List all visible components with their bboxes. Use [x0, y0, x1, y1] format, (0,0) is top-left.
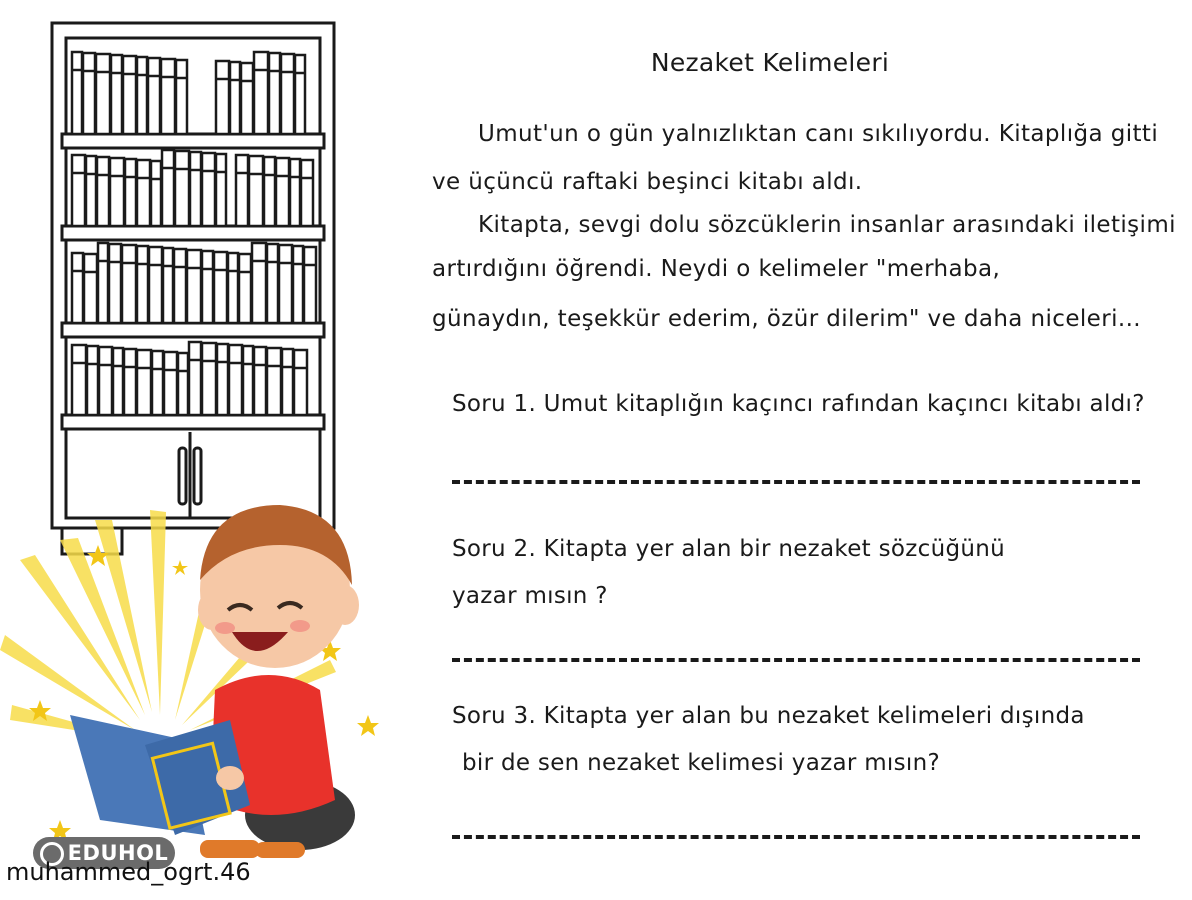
book-spine [137, 350, 151, 415]
book-spine [228, 253, 238, 323]
author-signature: muhammed_ogrt.46 [6, 858, 251, 886]
book-spine [202, 343, 216, 415]
book-spine [175, 151, 189, 226]
book-spine [122, 245, 136, 323]
question-3: Soru 3. Kitapta yer alan bu nezaket kelimeleri dışında [452, 703, 1085, 729]
paragraph-line: ve üçüncü raftaki beşinci kitabı aldı. [432, 169, 863, 195]
book-spine [241, 63, 253, 134]
book-spine [125, 159, 136, 226]
page-title: Nezaket Kelimeleri [650, 48, 890, 77]
book-spine [149, 247, 162, 323]
book-spine [243, 346, 253, 415]
book-spine [281, 54, 294, 134]
book-spine [301, 160, 313, 226]
book-spine [229, 345, 242, 415]
answer-line-2[interactable] [452, 658, 1140, 662]
book-spine [137, 160, 150, 226]
book-spine [187, 250, 201, 323]
question-1: Soru 1. Umut kitaplığın kaçıncı rafından kaçıncı kitabı aldı? [452, 391, 1145, 417]
book-spine [304, 247, 316, 323]
book-spine [137, 246, 148, 323]
book-spine [152, 351, 163, 415]
book-spine [290, 159, 300, 226]
question-3-line-2: bir de sen nezaket kelimesi yazar mısın? [462, 750, 940, 776]
book-spine [252, 243, 266, 323]
book-spine [148, 58, 160, 134]
book-spine [293, 246, 303, 323]
book-spine [174, 249, 186, 323]
book-spine [83, 53, 95, 134]
book-spine [111, 55, 122, 134]
book-spine [269, 53, 280, 134]
book-spine [123, 56, 136, 134]
book-spine [96, 54, 110, 134]
book-spine [98, 243, 108, 323]
book-spine [295, 55, 305, 134]
book-spine [216, 154, 226, 226]
book-spine [72, 253, 83, 323]
book-spine [99, 347, 112, 415]
paragraph-line: Kitapta, sevgi dolu sözcüklerin insanlar arasındaki iletişimi [478, 212, 1176, 238]
book-spine [202, 153, 215, 226]
book-spine [137, 57, 147, 134]
book-spine [72, 345, 86, 415]
book-spine [189, 342, 201, 415]
question-2: Soru 2. Kitapta yer alan bir nezaket sözcüğünü [452, 536, 1005, 562]
book-spine [84, 254, 97, 323]
book-spine [239, 254, 251, 323]
book-spine [113, 348, 123, 415]
book-spine [86, 156, 96, 226]
book-spine [249, 156, 263, 226]
book-spine [230, 62, 240, 134]
book-spine [190, 152, 201, 226]
book-spine [236, 155, 248, 226]
book-spine [162, 150, 174, 226]
book-spine [109, 244, 121, 323]
book-spine [163, 248, 173, 323]
book-spine [176, 60, 187, 134]
book-spine [216, 61, 229, 134]
book-spine [202, 251, 213, 323]
book-spine [217, 344, 228, 415]
book-spine [214, 252, 227, 323]
book-spine [267, 348, 281, 415]
book-spine [254, 52, 268, 134]
illustration [0, 0, 400, 900]
book-spine [97, 157, 109, 226]
answer-line-3[interactable] [452, 835, 1140, 839]
book-spine [279, 245, 292, 323]
book-spine [294, 350, 307, 415]
book-spine [164, 352, 177, 415]
book-spine [72, 52, 82, 134]
paragraph-line: günaydın, teşekkür ederim, özür dilerim" ve daha niceleri... [432, 306, 1141, 332]
book-spine [264, 157, 275, 226]
book-spine [151, 161, 161, 226]
logo-text: EDUHOL [67, 841, 169, 865]
book-spine [282, 349, 293, 415]
book-spine [124, 349, 136, 415]
book-spine [267, 244, 278, 323]
paragraph-line: artırdığını öğrendi. Neydi o kelimeler "merhaba, [432, 256, 1001, 282]
book-spine [254, 347, 266, 415]
book-spine [276, 158, 289, 226]
book-spine [178, 353, 188, 415]
bookshelf-drawing [52, 23, 334, 554]
book-spine [110, 158, 124, 226]
book-spine [161, 59, 175, 134]
paragraph-line: Umut'un o gün yalnızlıktan canı sıkılıyordu. Kitaplığa gitti [478, 121, 1159, 147]
book-spine [72, 155, 85, 226]
answer-line-1[interactable] [452, 480, 1140, 484]
question-2-line-2: yazar mısın ? [452, 583, 608, 609]
book-spine [87, 346, 98, 415]
